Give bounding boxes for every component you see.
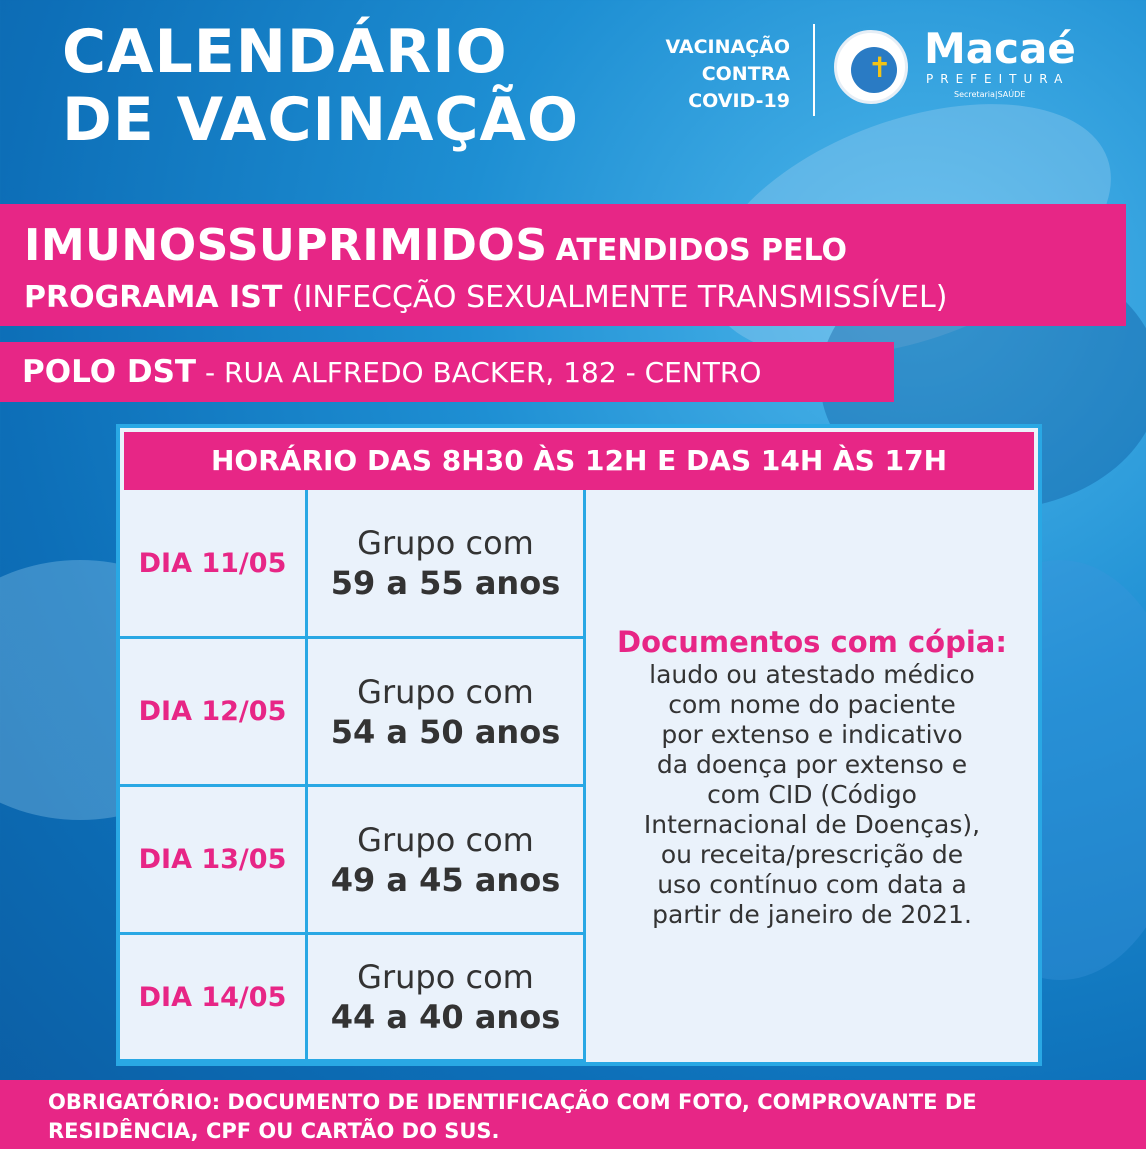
program-description: (INFECÇÃO SEXUALMENTE TRANSMISSÍVEL) xyxy=(291,280,948,315)
requirements-footer xyxy=(0,1080,1146,1149)
audience-title-rest: ATENDIDOS PELO xyxy=(555,233,848,268)
group-ages: 54 a 50 anos xyxy=(330,712,561,751)
program-name: PROGRAMA IST xyxy=(24,280,283,315)
table-day-cell: DIA 11/05 xyxy=(120,490,308,639)
schedule-hours: HORÁRIO DAS 8H30 ÀS 12H E DAS 14H ÀS 17H xyxy=(124,432,1034,490)
location-name: POLO DST xyxy=(22,354,197,390)
group-label: Grupo com xyxy=(357,820,534,859)
group-label: Grupo com xyxy=(357,524,534,562)
page-title xyxy=(62,18,579,154)
program-line xyxy=(24,276,947,320)
table-group-cell xyxy=(308,639,586,787)
title-line-1: CALENDÁRIO xyxy=(62,17,508,87)
documents-text: laudo ou atestado médico com nome do paciente por extenso e indicativo da doença por extenso e com CID (Código Internacional de Doenças), ou receita/prescrição de uso contínuo com data a partir de janeiro de 2021. xyxy=(643,660,981,929)
table-group-cell xyxy=(308,935,586,1062)
group-ages: 49 a 45 anos xyxy=(330,860,561,899)
requirements-text: OBRIGATÓRIO: DOCUMENTO DE IDENTIFICAÇÃO COM FOTO, COMPROVANTE DE RESIDÊNCIA, CPF OU CARTÃO DO SUS. xyxy=(48,1090,977,1143)
group-label: Grupo com xyxy=(357,672,534,711)
table-day-cell: DIA 12/05 xyxy=(120,639,308,787)
covid-vaccination-label xyxy=(640,34,790,115)
logo-subtitle: PREFEITURA xyxy=(926,72,1070,86)
table-day-cell: DIA 14/05 xyxy=(120,935,308,1062)
group-ages: 44 a 40 anos xyxy=(330,998,561,1036)
audience-banner xyxy=(0,204,1126,326)
vaccination-label-line-3: COVID-19 xyxy=(688,90,790,112)
group-ages: 59 a 55 anos xyxy=(330,564,561,602)
audience-title: IMUNOSSUPRIMIDOS xyxy=(24,220,548,271)
logo-department: Secretaria|SAÚDE xyxy=(954,90,1026,99)
vaccination-label-line-1: VACINAÇÃO xyxy=(665,36,790,58)
city-seal-icon xyxy=(834,30,908,104)
seal-cross-icon: ✝ xyxy=(868,51,892,84)
logo-city-name: Macaé xyxy=(924,24,1076,73)
documents-cell xyxy=(586,494,1038,1060)
vaccination-label-line-2: CONTRA xyxy=(701,63,790,85)
table-group-cell xyxy=(308,490,586,639)
group-label: Grupo com xyxy=(357,958,534,996)
header-divider xyxy=(813,24,815,116)
audience-line xyxy=(24,218,847,279)
prefeitura-logo xyxy=(834,24,1076,110)
location-banner xyxy=(0,342,894,402)
documents-title: Documentos com cópia: xyxy=(617,625,1007,659)
table-day-cell: DIA 13/05 xyxy=(120,787,308,935)
location-address: - RUA ALFREDO BACKER, 182 - CENTRO xyxy=(204,356,762,389)
table-group-cell xyxy=(308,787,586,935)
title-line-2: DE VACINAÇÃO xyxy=(62,85,579,155)
